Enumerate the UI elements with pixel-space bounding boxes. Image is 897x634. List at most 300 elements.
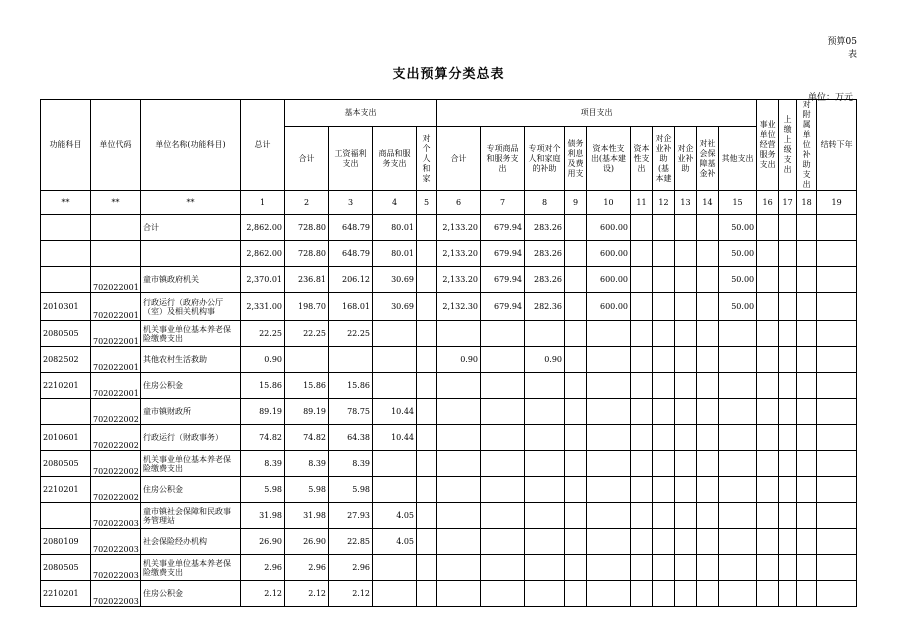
amount-cell [817, 555, 857, 581]
amount-cell [797, 425, 817, 451]
header-social-security: 对社会保障基金补 [697, 127, 719, 191]
amount-cell [373, 451, 417, 477]
amount-cell [587, 555, 631, 581]
amount-cell [719, 425, 757, 451]
amount-cell: 15.86 [241, 373, 285, 399]
amount-cell: 198.70 [285, 293, 329, 321]
header-enterprise-construction: 对企业补助(基本建 [653, 127, 675, 191]
amount-cell [565, 347, 587, 373]
table-row [41, 529, 857, 555]
amount-cell [697, 477, 719, 503]
unit-code-cell [91, 241, 141, 267]
amount-cell [697, 529, 719, 555]
column-index-cell: ** [41, 191, 91, 215]
amount-cell [675, 581, 697, 607]
amount-cell [757, 503, 779, 529]
func-subject-cell: 2080505 [41, 555, 91, 581]
unit-name-cell: 行政运行（财政事务） [141, 425, 241, 451]
amount-cell: 600.00 [587, 293, 631, 321]
amount-cell [757, 529, 779, 555]
amount-cell [797, 529, 817, 555]
amount-cell [779, 293, 797, 321]
amount-cell: 600.00 [587, 215, 631, 241]
amount-cell: 2,862.00 [241, 215, 285, 241]
amount-cell [587, 425, 631, 451]
amount-cell [373, 477, 417, 503]
amount-cell: 22.25 [241, 321, 285, 347]
amount-cell: 31.98 [241, 503, 285, 529]
unit-code-cell [91, 215, 141, 241]
amount-cell [525, 373, 565, 399]
amount-cell [779, 241, 797, 267]
amount-cell [653, 215, 675, 241]
amount-cell [675, 529, 697, 555]
header-goods-services: 商品和服务支出 [373, 127, 417, 191]
amount-cell [417, 477, 437, 503]
func-subject-cell: 2010301 [41, 293, 91, 321]
amount-cell [373, 373, 417, 399]
amount-cell [779, 347, 797, 373]
form-number-line1: 预算05 [827, 37, 857, 47]
amount-cell [797, 503, 817, 529]
amount-cell [565, 267, 587, 293]
amount-cell: 30.69 [373, 267, 417, 293]
func-subject-cell: 2210201 [41, 477, 91, 503]
func-subject-cell: 2080109 [41, 529, 91, 555]
amount-cell: 26.90 [241, 529, 285, 555]
amount-cell: 50.00 [719, 293, 757, 321]
amount-cell [697, 555, 719, 581]
table-row [41, 451, 857, 477]
amount-cell [631, 477, 653, 503]
header-upper-payment: 上缴上级支出 [779, 100, 797, 191]
amount-cell [653, 373, 675, 399]
column-index-cell: 7 [481, 191, 525, 215]
amount-cell: 74.82 [285, 425, 329, 451]
amount-cell [565, 293, 587, 321]
amount-cell: 2.12 [285, 581, 329, 607]
amount-cell [757, 451, 779, 477]
amount-cell [675, 321, 697, 347]
amount-cell [797, 347, 817, 373]
amount-cell [653, 503, 675, 529]
table-row [41, 477, 857, 503]
amount-cell [481, 373, 525, 399]
unit-name-cell: 机关事业单位基本养老保险缴费支出 [141, 451, 241, 477]
amount-cell: 31.98 [285, 503, 329, 529]
unit-code-cell: 702022003 [91, 529, 141, 555]
amount-cell: 0.90 [525, 347, 565, 373]
amount-cell [417, 373, 437, 399]
column-index-cell: 6 [437, 191, 481, 215]
amount-cell [817, 373, 857, 399]
amount-cell [797, 215, 817, 241]
amount-cell [797, 399, 817, 425]
amount-cell [675, 215, 697, 241]
func-subject-cell: 2080505 [41, 321, 91, 347]
amount-cell: 22.85 [329, 529, 373, 555]
amount-cell: 2,132.30 [437, 293, 481, 321]
amount-cell [675, 267, 697, 293]
amount-cell: 89.19 [285, 399, 329, 425]
amount-cell: 74.82 [241, 425, 285, 451]
amount-cell [631, 581, 653, 607]
amount-cell [757, 347, 779, 373]
unit-name-cell: 机关事业单位基本养老保险缴费支出 [141, 321, 241, 347]
amount-cell [587, 347, 631, 373]
header-unit-code: 单位代码 [91, 100, 141, 191]
amount-cell [797, 241, 817, 267]
amount-cell: 50.00 [719, 267, 757, 293]
unit-name-cell: 住房公积金 [141, 477, 241, 503]
column-index-cell: ** [91, 191, 141, 215]
amount-cell [437, 451, 481, 477]
amount-cell [525, 477, 565, 503]
amount-cell [587, 451, 631, 477]
amount-cell [631, 529, 653, 555]
amount-cell [675, 477, 697, 503]
amount-cell [797, 267, 817, 293]
amount-cell: 15.86 [329, 373, 373, 399]
unit-name-cell: 行政运行（政府办公厅（室）及相关机构事 [141, 293, 241, 321]
unit-code-cell: 702022002 [91, 477, 141, 503]
amount-cell [697, 451, 719, 477]
column-index-cell: 12 [653, 191, 675, 215]
amount-cell [797, 293, 817, 321]
amount-cell: 78.75 [329, 399, 373, 425]
amount-cell [653, 477, 675, 503]
amount-cell [285, 347, 329, 373]
unit-code-cell: 702022002 [91, 451, 141, 477]
amount-cell [779, 581, 797, 607]
column-index-cell: 15 [719, 191, 757, 215]
amount-cell [697, 321, 719, 347]
column-index-cell: 19 [817, 191, 857, 215]
amount-cell [587, 581, 631, 607]
column-index-cell: 18 [797, 191, 817, 215]
amount-cell [481, 451, 525, 477]
amount-cell: 5.98 [329, 477, 373, 503]
func-subject-cell: 2082502 [41, 347, 91, 373]
amount-cell [631, 399, 653, 425]
amount-cell [697, 503, 719, 529]
header-other: 其他支出 [719, 127, 757, 191]
amount-cell: 2,862.00 [241, 241, 285, 267]
amount-cell [697, 347, 719, 373]
amount-cell [757, 581, 779, 607]
amount-cell [481, 425, 525, 451]
header-capital-construction: 资本性支出(基本建设) [587, 127, 631, 191]
amount-cell [437, 581, 481, 607]
amount-cell [675, 503, 697, 529]
table-row [41, 555, 857, 581]
table-row [41, 215, 857, 241]
amount-cell [697, 425, 719, 451]
func-subject-cell: 2080505 [41, 451, 91, 477]
amount-cell [779, 555, 797, 581]
amount-cell [373, 555, 417, 581]
amount-cell [757, 241, 779, 267]
amount-cell [481, 399, 525, 425]
table-body [41, 215, 857, 607]
amount-cell [525, 555, 565, 581]
func-subject-cell [41, 215, 91, 241]
amount-cell [797, 555, 817, 581]
amount-cell [757, 425, 779, 451]
amount-cell [631, 373, 653, 399]
unit-code-cell: 702022003 [91, 555, 141, 581]
amount-cell: 2.96 [241, 555, 285, 581]
amount-cell [719, 399, 757, 425]
amount-cell [525, 503, 565, 529]
amount-cell [697, 241, 719, 267]
amount-cell [437, 373, 481, 399]
amount-cell [719, 529, 757, 555]
amount-cell [417, 581, 437, 607]
amount-cell [797, 581, 817, 607]
amount-cell [779, 399, 797, 425]
amount-cell [417, 347, 437, 373]
unit-code-cell: 702022003 [91, 503, 141, 529]
column-index-cell: 3 [329, 191, 373, 215]
amount-cell: 282.36 [525, 293, 565, 321]
amount-cell: 10.44 [373, 399, 417, 425]
amount-cell: 2.96 [329, 555, 373, 581]
amount-cell [417, 503, 437, 529]
amount-cell: 2,331.00 [241, 293, 285, 321]
func-subject-cell: 2010601 [41, 425, 91, 451]
budget-table [40, 99, 857, 607]
column-index-cell: 11 [631, 191, 653, 215]
amount-cell [719, 581, 757, 607]
amount-cell [587, 503, 631, 529]
column-index-cell: 4 [373, 191, 417, 215]
amount-cell: 283.26 [525, 215, 565, 241]
amount-cell [631, 321, 653, 347]
amount-cell [797, 373, 817, 399]
amount-cell [417, 451, 437, 477]
header-business-expenditure: 事业单位经营服务支出 [757, 100, 779, 191]
amount-cell [817, 321, 857, 347]
amount-cell [565, 581, 587, 607]
unit-name-cell: 合计 [141, 215, 241, 241]
unit-name-cell: 住房公积金 [141, 373, 241, 399]
amount-cell [719, 503, 757, 529]
amount-cell: 168.01 [329, 293, 373, 321]
amount-cell [481, 347, 525, 373]
amount-cell: 2.12 [241, 581, 285, 607]
column-index-cell: 8 [525, 191, 565, 215]
header-unit-name: 单位名称(功能科目) [141, 100, 241, 191]
form-number-line2: 表 [847, 50, 857, 60]
header-personal-subsidy: 对个人和家 [417, 127, 437, 191]
amount-cell [797, 477, 817, 503]
amount-cell [565, 399, 587, 425]
amount-cell [417, 555, 437, 581]
func-subject-cell [41, 399, 91, 425]
form-number [828, 36, 857, 62]
header-enterprise-subsidy: 对企业补助 [675, 127, 697, 191]
amount-cell [437, 477, 481, 503]
amount-cell [417, 241, 437, 267]
unit-name-cell: 机关事业单位基本养老保险缴费支出 [141, 555, 241, 581]
amount-cell [631, 215, 653, 241]
amount-cell: 2,133.20 [437, 215, 481, 241]
amount-cell: 679.94 [481, 215, 525, 241]
amount-cell [797, 451, 817, 477]
amount-cell [697, 215, 719, 241]
amount-cell [817, 241, 857, 267]
amount-cell [329, 347, 373, 373]
table-row [41, 267, 857, 293]
amount-cell [525, 399, 565, 425]
amount-cell [525, 581, 565, 607]
amount-cell [675, 425, 697, 451]
amount-cell: 2,133.20 [437, 241, 481, 267]
amount-cell [817, 425, 857, 451]
column-index-cell: 5 [417, 191, 437, 215]
amount-cell: 648.79 [329, 215, 373, 241]
amount-cell [481, 529, 525, 555]
amount-cell: 2.12 [329, 581, 373, 607]
unit-name-cell [141, 241, 241, 267]
column-index-cell: 17 [779, 191, 797, 215]
amount-cell: 10.44 [373, 425, 417, 451]
amount-cell [587, 373, 631, 399]
amount-cell [757, 373, 779, 399]
amount-cell [417, 321, 437, 347]
amount-cell [817, 267, 857, 293]
func-subject-cell: 2210201 [41, 581, 91, 607]
table-row [41, 241, 857, 267]
amount-cell: 80.01 [373, 215, 417, 241]
header-special-personal: 专项对个人和家庭的补助 [525, 127, 565, 191]
table-row [41, 503, 857, 529]
amount-cell [587, 321, 631, 347]
amount-cell [697, 399, 719, 425]
amount-cell [779, 529, 797, 555]
header-basic-expenditure: 基本支出 [285, 100, 437, 127]
amount-cell [653, 347, 675, 373]
amount-cell: 80.01 [373, 241, 417, 267]
amount-cell [719, 347, 757, 373]
amount-cell [817, 293, 857, 321]
amount-cell: 0.90 [437, 347, 481, 373]
amount-cell: 2.96 [285, 555, 329, 581]
amount-cell: 50.00 [719, 241, 757, 267]
amount-cell [653, 321, 675, 347]
amount-cell [817, 581, 857, 607]
amount-cell: 8.39 [241, 451, 285, 477]
unit-code-cell: 702022001 [91, 293, 141, 321]
header-wage-welfare: 工资福利支出 [329, 127, 373, 191]
amount-cell [719, 555, 757, 581]
unit-label: 单位：万元 [807, 93, 853, 103]
unit-name-cell: 住房公积金 [141, 581, 241, 607]
amount-cell [437, 555, 481, 581]
amount-cell [481, 321, 525, 347]
amount-cell [565, 425, 587, 451]
amount-cell [719, 477, 757, 503]
amount-cell [697, 373, 719, 399]
amount-cell [757, 293, 779, 321]
amount-cell: 600.00 [587, 241, 631, 267]
amount-cell [631, 451, 653, 477]
amount-cell [525, 529, 565, 555]
header-debt-interest: 债务利息及费用支 [565, 127, 587, 191]
header-func-subject: 功能科目 [41, 100, 91, 191]
amount-cell: 206.12 [329, 267, 373, 293]
amount-cell: 15.86 [285, 373, 329, 399]
amount-cell [779, 373, 797, 399]
page-title: 支出预算分类总表 [392, 67, 505, 82]
column-index-cell: 9 [565, 191, 587, 215]
column-index-cell: 13 [675, 191, 697, 215]
amount-cell [587, 477, 631, 503]
unit-name-cell: 童市镇社会保障和民政事务管理站 [141, 503, 241, 529]
amount-cell [675, 373, 697, 399]
amount-cell [675, 555, 697, 581]
amount-cell [481, 477, 525, 503]
amount-cell [817, 451, 857, 477]
amount-cell: 728.80 [285, 241, 329, 267]
amount-cell [565, 477, 587, 503]
header-project-sum: 合计 [437, 127, 481, 191]
amount-cell [631, 555, 653, 581]
amount-cell [565, 215, 587, 241]
amount-cell [653, 267, 675, 293]
amount-cell [481, 503, 525, 529]
amount-cell [417, 293, 437, 321]
amount-cell: 8.39 [329, 451, 373, 477]
amount-cell [653, 399, 675, 425]
amount-cell [481, 581, 525, 607]
amount-cell [631, 293, 653, 321]
amount-cell [653, 555, 675, 581]
amount-cell [817, 529, 857, 555]
amount-cell [757, 215, 779, 241]
amount-cell [719, 321, 757, 347]
amount-cell: 89.19 [241, 399, 285, 425]
amount-cell [779, 215, 797, 241]
header-basic-sum: 合计 [285, 127, 329, 191]
amount-cell: 4.05 [373, 503, 417, 529]
amount-cell [565, 529, 587, 555]
amount-cell: 283.26 [525, 241, 565, 267]
amount-cell [757, 321, 779, 347]
unit-name-cell: 童市镇财政所 [141, 399, 241, 425]
amount-cell [653, 241, 675, 267]
amount-cell [417, 267, 437, 293]
amount-cell [653, 581, 675, 607]
table-row [41, 581, 857, 607]
table-row [41, 399, 857, 425]
amount-cell [779, 477, 797, 503]
amount-cell [587, 529, 631, 555]
amount-cell: 679.94 [481, 241, 525, 267]
amount-cell: 679.94 [481, 293, 525, 321]
amount-cell [653, 451, 675, 477]
amount-cell [373, 321, 417, 347]
unit-code-cell: 702022003 [91, 581, 141, 607]
amount-cell: 2,370.01 [241, 267, 285, 293]
amount-cell [437, 529, 481, 555]
amount-cell [631, 347, 653, 373]
amount-cell: 2,133.20 [437, 267, 481, 293]
unit-code-cell: 702022001 [91, 321, 141, 347]
amount-cell [631, 267, 653, 293]
amount-cell [437, 425, 481, 451]
